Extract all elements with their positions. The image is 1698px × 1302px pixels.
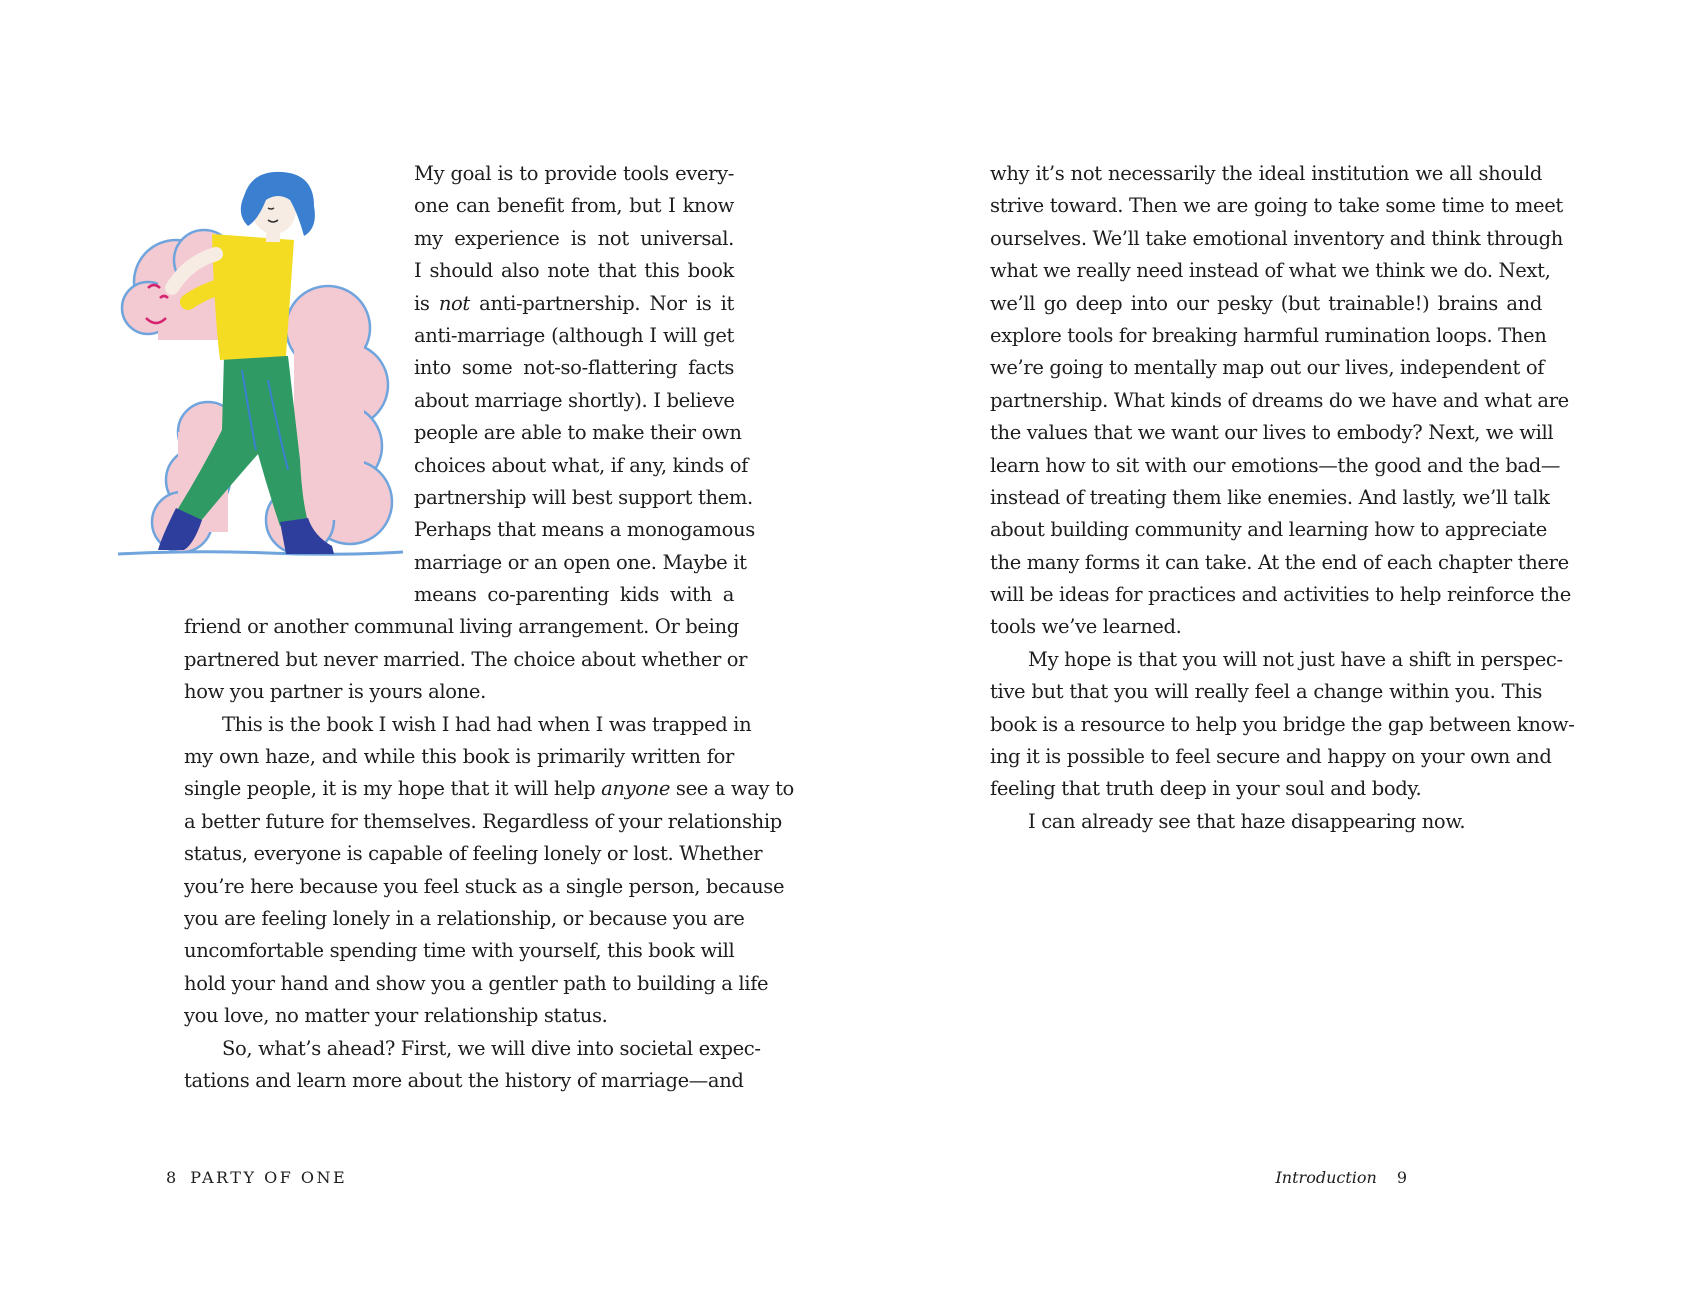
text-line: my own haze, and while this book is primarily written for — [184, 745, 734, 769]
text-line: ourselves. We’ll take emotional inventory and think through — [990, 226, 1563, 250]
text-line: what we really need instead of what we think we do. Next, — [990, 259, 1551, 283]
right-page — [849, 0, 1698, 1302]
text-run: single people, it is my hope that it will help — [184, 777, 602, 801]
text-line: friend or another communal living arrangement. Or being — [184, 615, 739, 639]
chapter-title: Introduction — [1275, 1168, 1377, 1187]
text-line: uncomfortable spending time with yourself, this book will — [184, 939, 735, 963]
text-line: learn how to sit with our emotions—the good and the bad— — [990, 453, 1560, 477]
page-number: 8 — [166, 1168, 177, 1187]
page-footer-right — [1275, 1167, 1407, 1189]
page-footer-left — [166, 1167, 347, 1189]
text-line: tations and learn more about the history of marriage—and — [184, 1068, 744, 1092]
text-line: partnership. What kinds of dreams do we have and what are — [990, 388, 1569, 412]
text-line: I can already see that haze disappearing now. — [1028, 809, 1466, 833]
text-line: one can benefit from, but I know — [414, 194, 734, 218]
text-line: we’ll go deep into our pesky (but trainable!) brains and — [990, 291, 1542, 315]
text-line: marriage or an open one. Maybe it — [414, 550, 747, 574]
text-line — [414, 288, 734, 320]
text-line: partnered but never married. The choice about whether or — [184, 647, 748, 671]
text-line: will be ideas for practices and activities to help reinforce the — [990, 583, 1571, 607]
text-line: why it’s not necessarily the ideal institution we all should — [990, 162, 1542, 185]
text-run: see a way to — [670, 777, 794, 801]
text-line: So, what’s ahead? First, we will dive into societal expec- — [222, 1036, 761, 1060]
text-line: people are able to make their own — [414, 421, 742, 445]
text-line: book is a resource to help you bridge the gap between know- — [990, 712, 1575, 736]
text-line: into some not-so-flattering facts — [414, 356, 734, 380]
text-line: anti-marriage (although I will get — [414, 323, 734, 347]
text-line: how you partner is yours alone. — [184, 680, 486, 704]
text-line: instead of treating them like enemies. And lastly, we’ll talk — [990, 485, 1550, 509]
right-page-text — [990, 158, 1575, 838]
running-title: PARTY OF ONE — [190, 1168, 348, 1187]
text-line: My hope is that you will not just have a shift in perspec- — [1028, 647, 1563, 671]
text-line: means co-parenting kids with a — [414, 583, 734, 607]
text-line: status, everyone is capable of feeling lonely or lost. Whether — [184, 842, 763, 866]
text-line: feeling that truth deep in your soul and body. — [990, 777, 1422, 801]
text-line: hold your hand and show you a gentler path to building a life — [184, 971, 769, 995]
emphasis-anyone: anyone — [601, 777, 671, 801]
left-page-text — [184, 158, 794, 1097]
text-line: Perhaps that means a monogamous — [414, 518, 755, 542]
text-line: my experience is not universal. — [414, 226, 734, 250]
text-line — [184, 773, 794, 805]
text-line: a better future for themselves. Regardless of your relationship — [184, 809, 782, 833]
text-line: tools we’ve learned. — [990, 615, 1182, 639]
text-line: tive but that you will really feel a change within you. This — [990, 680, 1542, 704]
text-line: choices about what, if any, kinds of — [414, 453, 748, 477]
page-number: 9 — [1396, 1168, 1407, 1187]
text-line: about building community and learning how to appreciate — [990, 518, 1547, 542]
text-run: anti-partnership. Nor is it — [469, 291, 734, 315]
text-line: we’re going to mentally map out our lives, independent of — [990, 356, 1545, 380]
text-line: you love, no matter your relationship status. — [184, 1004, 608, 1028]
text-line: you’re here because you feel stuck as a single person, because — [184, 874, 785, 898]
emphasis-not: not — [438, 291, 470, 315]
text-line: My goal is to provide tools every- — [414, 162, 734, 185]
text-line: about marriage shortly). I believe — [414, 388, 735, 412]
text-line: This is the book I wish I had had when I was trapped in — [222, 712, 752, 736]
text-line: the many forms it can take. At the end of each chapter there — [990, 550, 1569, 574]
text-line: the values that we want our lives to embody? Next, we will — [990, 421, 1554, 445]
text-line: I should also note that this book — [414, 259, 734, 283]
text-line: partnership will best support them. — [414, 485, 753, 509]
text-line: strive toward. Then we are going to take some time to meet — [990, 194, 1563, 218]
text-line: explore tools for breaking harmful rumination loops. Then — [990, 323, 1547, 347]
text-line: you are feeling lonely in a relationship, or because you are — [184, 906, 745, 930]
text-line: ing it is possible to feel secure and happy on your own and — [990, 745, 1552, 769]
text-run: is — [414, 291, 439, 315]
